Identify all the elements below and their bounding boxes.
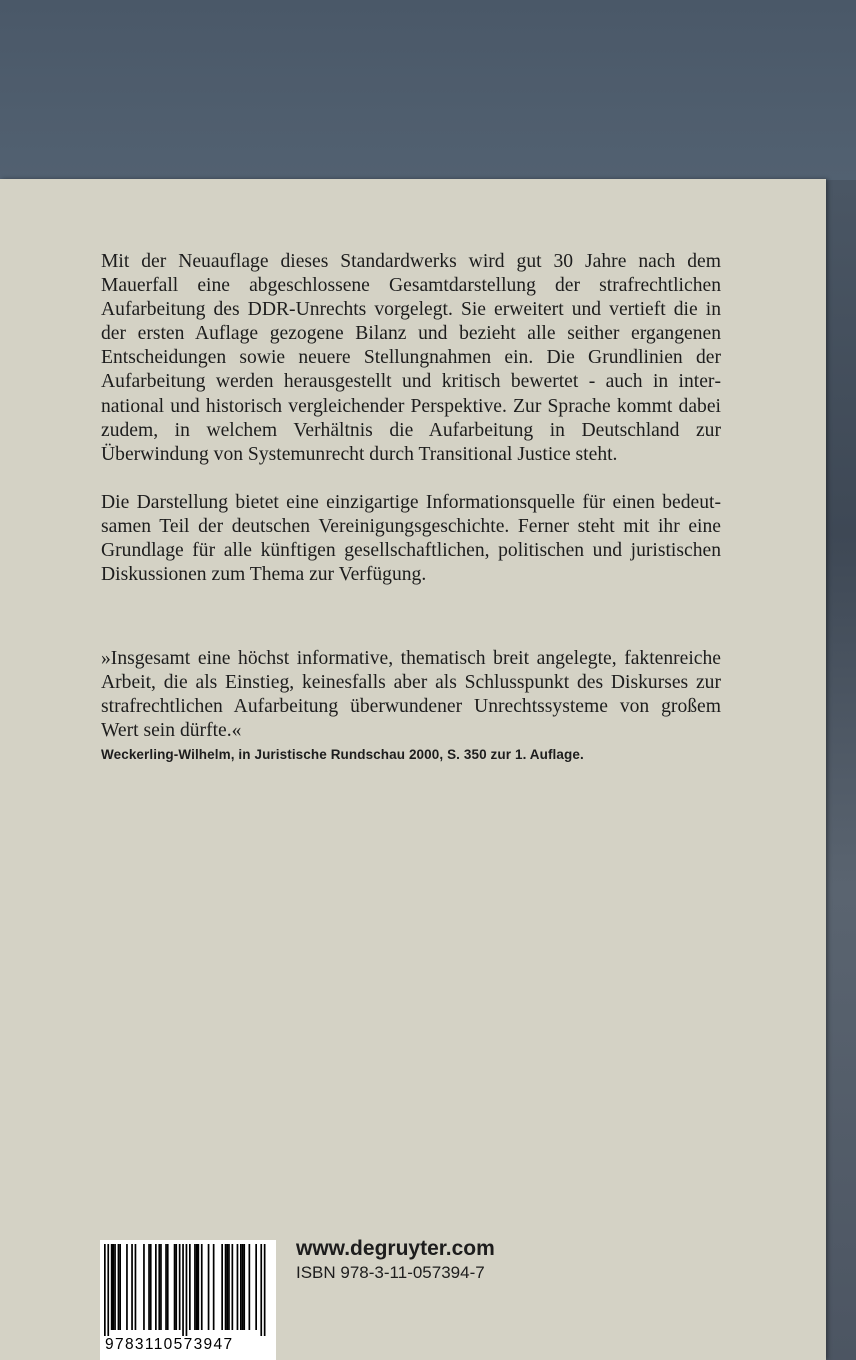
barcode-bar	[264, 1244, 266, 1336]
barcode-bar	[114, 1244, 116, 1330]
barcode-bar	[143, 1244, 145, 1330]
review-attribution: Weckerling-Wilhelm, in Juristische Rundschau 2000, S. 350 zur 1. Auflage.	[101, 747, 584, 762]
barcode-bar	[242, 1244, 244, 1330]
barcode-bar	[165, 1244, 167, 1330]
barcode-bar	[150, 1244, 152, 1330]
barcode-bar	[201, 1244, 203, 1330]
description-paragraph-1: Mit der Neuauflage dieses Standardwerks wird gut 30 Jahre nach dem Mauerfall eine abgeschlossene Gesamtdarstellung der strafrechtlichen Aufarbeitung des DDR-Unrechts vorgelegt. Sie erweitert und vertieft die in der ersten Auflage gezogene Bilanz und bezieht alle seither ergangenen Entscheidungen sowie neuere Stellungnahmen ein. Die Grundlinien der Aufarbeitung werden herausgestellt und kritisch bewertet - auch in international und historisch vergleichender Perspektive. Zur Sprache kommt dabei zudem, in welchem Verhältnis die Aufarbeitung in Deutschland zur Überwindung von Systemunrecht durch Transitional Justice steht.	[101, 251, 721, 465]
barcode-bar	[104, 1244, 106, 1336]
barcode-bar	[196, 1244, 198, 1330]
isbn-number: ISBN 978-3-11-057394-7	[296, 1263, 485, 1282]
barcode-bar	[186, 1244, 188, 1336]
cover-background-edge	[826, 180, 856, 1360]
barcode-bar	[167, 1244, 169, 1330]
barcode-bar	[232, 1244, 234, 1330]
cover-background-top	[0, 0, 856, 180]
barcode-bars	[100, 1240, 276, 1336]
barcode-bar	[155, 1244, 157, 1330]
barcode	[100, 1240, 276, 1360]
review-quote: »Insgesamt eine höchst informative, thematisch breit angelegte, faktenreiche Arbeit, die als Einstieg, keinesfalls aber als Schlusspunkt des Diskurses zur strafrechtlichen Aufarbeitung überwundener Unrechtssysteme von großem Wert sein dürfte.«	[101, 648, 721, 742]
barcode-bar	[189, 1244, 191, 1330]
barcode-bar	[221, 1244, 223, 1330]
barcode-bar	[174, 1244, 176, 1330]
barcode-bar	[148, 1244, 150, 1330]
barcode-bar	[208, 1244, 210, 1330]
barcode-bar	[243, 1244, 245, 1330]
barcode-bar	[194, 1244, 196, 1330]
barcode-bar	[198, 1244, 200, 1330]
barcode-bar	[255, 1244, 257, 1330]
barcode-bar	[160, 1244, 162, 1330]
barcode-bar	[249, 1244, 251, 1330]
publisher-website[interactable]: www.degruyter.com	[296, 1237, 495, 1260]
barcode-bar	[225, 1244, 227, 1330]
description-paragraph-2: Die Darstellung bietet eine einzigartige Informationsquelle für einen bedeutsamen Teil der deutschen Vereinigungsgeschichte. Ferner steht mit ihr eine Grundlage für alle künftigen gesellschaftlichen, politischen und juristischen Diskussionen zum Thema zur Verfügung.	[101, 492, 721, 586]
barcode-bar	[179, 1244, 181, 1330]
barcode-bar	[237, 1244, 239, 1330]
barcode-bar	[213, 1244, 215, 1330]
barcode-bar	[118, 1244, 120, 1330]
barcode-bar	[113, 1244, 115, 1330]
barcode-bar	[158, 1244, 160, 1330]
barcode-bar	[175, 1244, 177, 1330]
barcode-bar	[228, 1244, 230, 1330]
barcode-bar	[240, 1244, 242, 1330]
barcode-digits: 9783110573947	[105, 1336, 234, 1353]
barcode-bar	[135, 1244, 137, 1330]
barcode-bar	[107, 1244, 109, 1336]
barcode-bar	[119, 1244, 121, 1330]
barcode-bar	[182, 1244, 184, 1336]
barcode-bar	[260, 1244, 262, 1336]
barcode-bar	[226, 1244, 228, 1330]
barcode-bar	[111, 1244, 113, 1330]
barcode-bar	[131, 1244, 133, 1330]
barcode-bar	[126, 1244, 128, 1330]
